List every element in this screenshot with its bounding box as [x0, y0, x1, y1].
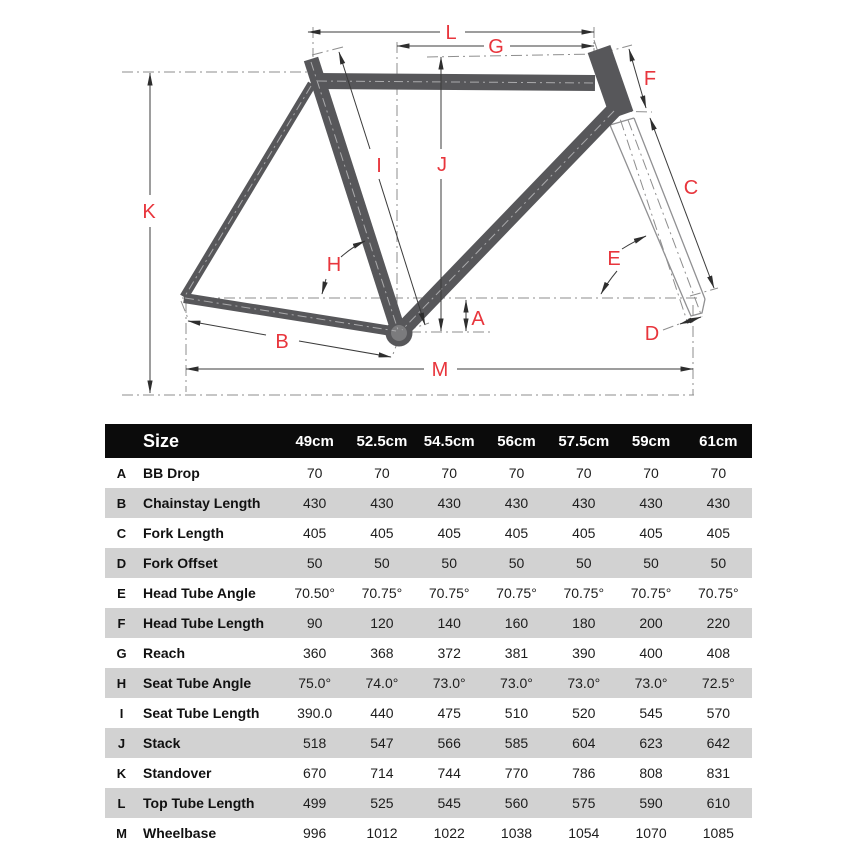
- label-I: I: [376, 155, 382, 177]
- value-cell: 570: [706, 705, 731, 721]
- table-row: [105, 698, 752, 728]
- value-cell: 70.75°: [698, 585, 739, 601]
- value-cell: 430: [302, 495, 327, 511]
- dim-fork-offset: [680, 317, 701, 324]
- value-cell: 575: [572, 795, 596, 811]
- value-cell: 430: [437, 495, 461, 511]
- row-letter: D: [116, 555, 127, 571]
- label-H: H: [326, 254, 342, 276]
- value-cell: 50: [710, 555, 727, 571]
- row-letter: A: [116, 465, 127, 481]
- value-cell: 368: [370, 645, 394, 661]
- value-cell: 70: [710, 465, 727, 481]
- value-cell: 405: [639, 525, 663, 541]
- table-row: [105, 578, 752, 608]
- value-cell: 405: [302, 525, 327, 541]
- value-cell: 70: [374, 465, 390, 481]
- value-cell: 430: [370, 495, 394, 511]
- value-cell: 670: [302, 765, 327, 781]
- value-cell: 200: [639, 615, 663, 631]
- value-cell: 545: [437, 795, 461, 811]
- value-cell: 70: [643, 465, 659, 481]
- row-label: Wheelbase: [143, 825, 217, 841]
- label-M: M: [431, 359, 449, 381]
- value-cell: 405: [370, 525, 394, 541]
- row-label: Reach: [143, 645, 186, 661]
- dim-seat-angle-arrow: [341, 241, 365, 257]
- value-cell: 560: [504, 795, 529, 811]
- table-row: [105, 728, 752, 758]
- row-label: Seat Tube Angle: [143, 675, 252, 691]
- value-cell: 518: [302, 735, 327, 751]
- row-letter: C: [116, 525, 127, 541]
- row-letter: E: [117, 585, 126, 601]
- value-cell: 70.75°: [361, 585, 403, 601]
- row-label: BB Drop: [143, 465, 200, 481]
- row-label: Fork Offset: [143, 555, 218, 571]
- value-cell: 499: [302, 795, 327, 811]
- value-cell: 744: [437, 765, 461, 781]
- value-cell: 90: [306, 615, 323, 631]
- value-cell: 590: [639, 795, 663, 811]
- value-cell: 714: [370, 765, 394, 781]
- value-cell: 566: [437, 735, 461, 751]
- label-D: D: [644, 323, 660, 345]
- row-letter: H: [116, 675, 127, 691]
- row-label: Stack: [143, 735, 181, 751]
- value-cell: 70.75°: [630, 585, 672, 601]
- value-cell: 430: [504, 495, 529, 511]
- value-cell: 360: [302, 645, 327, 661]
- table-row: [105, 788, 752, 818]
- label-C: C: [683, 177, 699, 199]
- value-cell: 430: [706, 495, 731, 511]
- value-cell: 372: [437, 645, 461, 661]
- value-cell: 510: [504, 705, 529, 721]
- table-row: [105, 638, 752, 668]
- table-row: [105, 488, 752, 518]
- table-row: [105, 548, 752, 578]
- geometry-table-body: [105, 458, 752, 848]
- row-label: Top Tube Length: [143, 795, 255, 811]
- value-cell: 73.0°: [500, 675, 533, 691]
- value-cell: 390: [572, 645, 596, 661]
- table-row: [105, 518, 752, 548]
- table-row: [105, 608, 752, 638]
- value-cell: 808: [639, 765, 663, 781]
- value-cell: 70.50°: [294, 585, 335, 601]
- value-cell: 996: [302, 825, 327, 841]
- value-cell: 74.0°: [365, 675, 399, 691]
- value-cell: 405: [572, 525, 596, 541]
- row-label: Fork Length: [143, 525, 224, 541]
- value-cell: 75.0°: [298, 675, 332, 691]
- table-row: [105, 458, 752, 488]
- value-cell: 160: [504, 615, 529, 631]
- value-cell: 1085: [702, 825, 734, 841]
- value-cell: 381: [504, 645, 529, 661]
- value-cell: 70: [508, 465, 525, 481]
- label-G: G: [488, 36, 504, 58]
- label-E: E: [607, 248, 621, 270]
- value-cell: 50: [441, 555, 457, 571]
- value-cell: 545: [639, 705, 663, 721]
- column-header: 56cm: [497, 432, 536, 450]
- column-header: 59cm: [631, 432, 671, 450]
- row-letter: G: [116, 645, 127, 661]
- row-letter: F: [117, 615, 126, 631]
- size-header: Size: [143, 430, 180, 451]
- table-row: [105, 818, 752, 848]
- value-cell: 70.75°: [563, 585, 605, 601]
- value-cell: 1054: [568, 825, 600, 841]
- value-cell: 73.0°: [432, 675, 466, 691]
- value-cell: 1012: [366, 825, 398, 841]
- column-header: 57.5cm: [558, 432, 610, 450]
- value-cell: 642: [706, 735, 731, 751]
- bike-frame: [184, 49, 622, 347]
- column-header: 54.5cm: [423, 432, 475, 450]
- column-header: 61cm: [699, 432, 738, 450]
- value-cell: 831: [706, 765, 731, 781]
- value-cell: 390.0: [297, 705, 333, 721]
- value-cell: 405: [504, 525, 529, 541]
- row-label: Head Tube Length: [143, 615, 265, 631]
- row-label: Standover: [143, 765, 212, 781]
- value-cell: 220: [706, 615, 731, 631]
- value-cell: 610: [706, 795, 731, 811]
- value-cell: 430: [639, 495, 663, 511]
- value-cell: 50: [575, 555, 592, 571]
- value-cell: 70: [306, 465, 323, 481]
- value-cell: 405: [706, 525, 731, 541]
- value-cell: 140: [437, 615, 461, 631]
- value-cell: 520: [572, 705, 596, 721]
- column-header: 49cm: [295, 432, 334, 450]
- table-row: [105, 758, 752, 788]
- label-B: B: [275, 331, 289, 353]
- value-cell: 50: [643, 555, 659, 571]
- value-cell: 70: [441, 465, 457, 481]
- value-cell: 1022: [433, 825, 465, 841]
- header-row: [105, 424, 752, 458]
- value-cell: 623: [639, 735, 663, 751]
- value-cell: 400: [639, 645, 663, 661]
- value-cell: 770: [504, 765, 529, 781]
- value-cell: 405: [437, 525, 461, 541]
- value-cell: 72.5°: [701, 675, 735, 691]
- row-letter: B: [116, 495, 127, 511]
- row-label: Head Tube Angle: [143, 585, 256, 601]
- value-cell: 604: [572, 735, 596, 751]
- geometry-table-header: [105, 424, 752, 458]
- value-cell: 120: [370, 615, 394, 631]
- row-letter: L: [117, 795, 126, 811]
- fork-centerline: [628, 120, 702, 317]
- dim-seat-tube-length: [339, 52, 370, 149]
- value-cell: 585: [504, 735, 529, 751]
- frame-geometry-diagram: [0, 0, 858, 422]
- value-cell: 73.0°: [567, 675, 601, 691]
- header-letter-spacer: [105, 424, 138, 458]
- value-cell: 440: [370, 705, 394, 721]
- dim-head-angle-arrow: [622, 236, 646, 249]
- label-K: K: [142, 201, 156, 223]
- dim-chainstay: [188, 321, 266, 335]
- value-cell: 70.75°: [496, 585, 537, 601]
- table-row: [105, 668, 752, 698]
- row-letter: J: [117, 735, 126, 751]
- row-label: Seat Tube Length: [143, 705, 260, 721]
- value-cell: 1038: [500, 825, 533, 841]
- value-cell: 70.75°: [428, 585, 470, 601]
- value-cell: 1070: [635, 825, 667, 841]
- value-cell: 408: [706, 645, 731, 661]
- value-cell: 547: [370, 735, 394, 751]
- label-J: J: [437, 154, 447, 176]
- label-A: A: [471, 308, 485, 330]
- value-cell: 430: [572, 495, 596, 511]
- value-cell: 786: [572, 765, 596, 781]
- chain-stay: [184, 298, 398, 332]
- label-F: F: [643, 68, 657, 90]
- head-tube: [599, 49, 622, 115]
- value-cell: 525: [370, 795, 394, 811]
- row-label: Chainstay Length: [143, 495, 261, 511]
- column-header: 52.5cm: [356, 432, 408, 450]
- row-letter: M: [116, 825, 127, 841]
- row-letter: I: [119, 705, 124, 721]
- label-L: L: [445, 22, 457, 44]
- value-cell: 50: [306, 555, 323, 571]
- value-cell: 50: [374, 555, 390, 571]
- value-cell: 475: [437, 705, 461, 721]
- value-cell: 73.0°: [634, 675, 668, 691]
- value-cell: 180: [572, 615, 596, 631]
- value-cell: 70: [575, 465, 592, 481]
- row-letter: K: [116, 765, 127, 781]
- geometry-table: [105, 424, 752, 848]
- value-cell: 50: [508, 555, 525, 571]
